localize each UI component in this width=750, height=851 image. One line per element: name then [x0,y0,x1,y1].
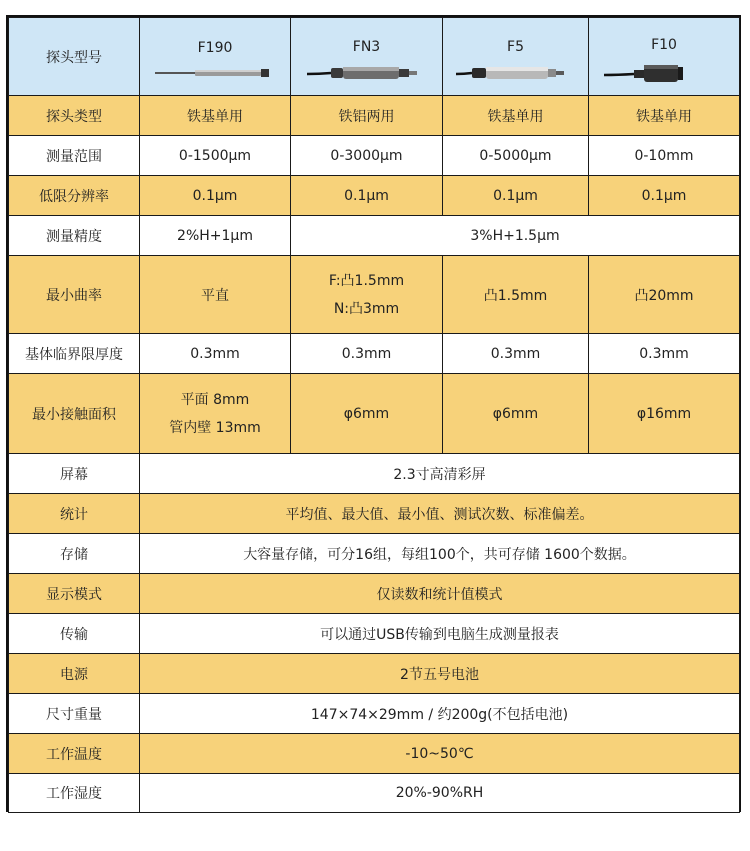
probe-name: F190 [197,39,233,56]
table-cell: 0.1μm [589,176,740,216]
row-label: 探头型号 [9,18,140,96]
table-cell: 铁基单用 [443,96,589,136]
row-label: 探头类型 [9,96,140,136]
table-cell: φ6mm [443,374,589,454]
row-label: 屏幕 [9,454,140,494]
table-cell [140,374,291,454]
spec-table [8,17,740,813]
table-row [9,96,740,136]
table-cell: 0-3000μm [291,136,443,176]
row-label: 测量精度 [9,216,140,256]
table-cell: 0.3mm [589,334,740,374]
table-cell-merged: 大容量存储，可分16组，每组100个，共可存储 1600个数据。 [140,534,740,574]
row-label: 工作湿度 [9,774,140,813]
table-cell-merged: 2节五号电池 [140,654,740,694]
table-cell-merged: 3%H+1.5μm [291,216,740,256]
table-cell-merged: 平均值、最大值、最小值、测试次数、标准偏差。 [140,494,740,534]
table-row [9,216,740,256]
table-cell-merged: -10~50℃ [140,734,740,774]
table-cell: 0.3mm [443,334,589,374]
table-row [9,614,740,654]
cell-line: 平面 8mm [180,391,250,408]
probe-f5-image [456,65,576,81]
table-row [9,654,740,694]
table-cell: 0.1μm [291,176,443,216]
table-cell-merged: 仅读数和统计值模式 [140,574,740,614]
table-row [9,774,740,813]
cell-line: N:凸3mm [333,300,400,317]
row-label: 存储 [9,534,140,574]
table-cell-merged: 20%-90%RH [140,774,740,813]
row-label: 显示模式 [9,574,140,614]
row-label: 基体临界限厚度 [9,334,140,374]
probe-f190-cell [140,18,291,96]
table-row [9,534,740,574]
table-row [9,454,740,494]
probe-fn3-cell [291,18,443,96]
table-cell-merged: 2.3寸高清彩屏 [140,454,740,494]
probe-f10-image [604,63,724,83]
row-label: 测量范围 [9,136,140,176]
table-cell: 凸20mm [589,256,740,334]
table-row [9,374,740,454]
table-cell: 铁铝两用 [291,96,443,136]
probe-f190-image [155,66,275,80]
table-cell-merged: 147×74×29mm / 约200g(不包括电池) [140,694,740,734]
table-row [9,136,740,176]
table-cell: 0.3mm [140,334,291,374]
table-row [9,334,740,374]
spec-table-frame [6,15,741,812]
table-cell: 0.1μm [140,176,291,216]
table-cell: 0.1μm [443,176,589,216]
table-cell: φ16mm [589,374,740,454]
table-cell: 铁基单用 [589,96,740,136]
table-cell: 平直 [140,256,291,334]
probe-f10-cell [589,18,740,96]
table-cell: 0-5000μm [443,136,589,176]
table-row [9,574,740,614]
row-label: 工作温度 [9,734,140,774]
probe-name: F5 [507,38,524,55]
table-cell: 0-10mm [589,136,740,176]
table-row-probe-model [9,18,740,96]
probe-name: FN3 [352,38,381,55]
table-row [9,734,740,774]
row-label: 最小接触面积 [9,374,140,454]
table-cell: 2%H+1μm [140,216,291,256]
row-label: 传输 [9,614,140,654]
probe-name: F10 [651,36,677,53]
row-label: 最小曲率 [9,256,140,334]
row-label: 电源 [9,654,140,694]
table-cell: 凸1.5mm [443,256,589,334]
row-label: 统计 [9,494,140,534]
table-cell: 0.3mm [291,334,443,374]
table-cell: 铁基单用 [140,96,291,136]
table-cell: 0-1500μm [140,136,291,176]
table-cell: φ6mm [291,374,443,454]
table-row [9,256,740,334]
row-label: 低限分辨率 [9,176,140,216]
table-cell [291,256,443,334]
cell-line: F:凸1.5mm [328,272,405,289]
table-row [9,176,740,216]
probe-fn3-image [307,65,427,81]
cell-line: 管内壁 13mm [169,419,261,436]
table-row [9,694,740,734]
row-label: 尺寸重量 [9,694,140,734]
probe-f5-cell [443,18,589,96]
table-row [9,494,740,534]
table-cell-merged: 可以通过USB传输到电脑生成测量报表 [140,614,740,654]
